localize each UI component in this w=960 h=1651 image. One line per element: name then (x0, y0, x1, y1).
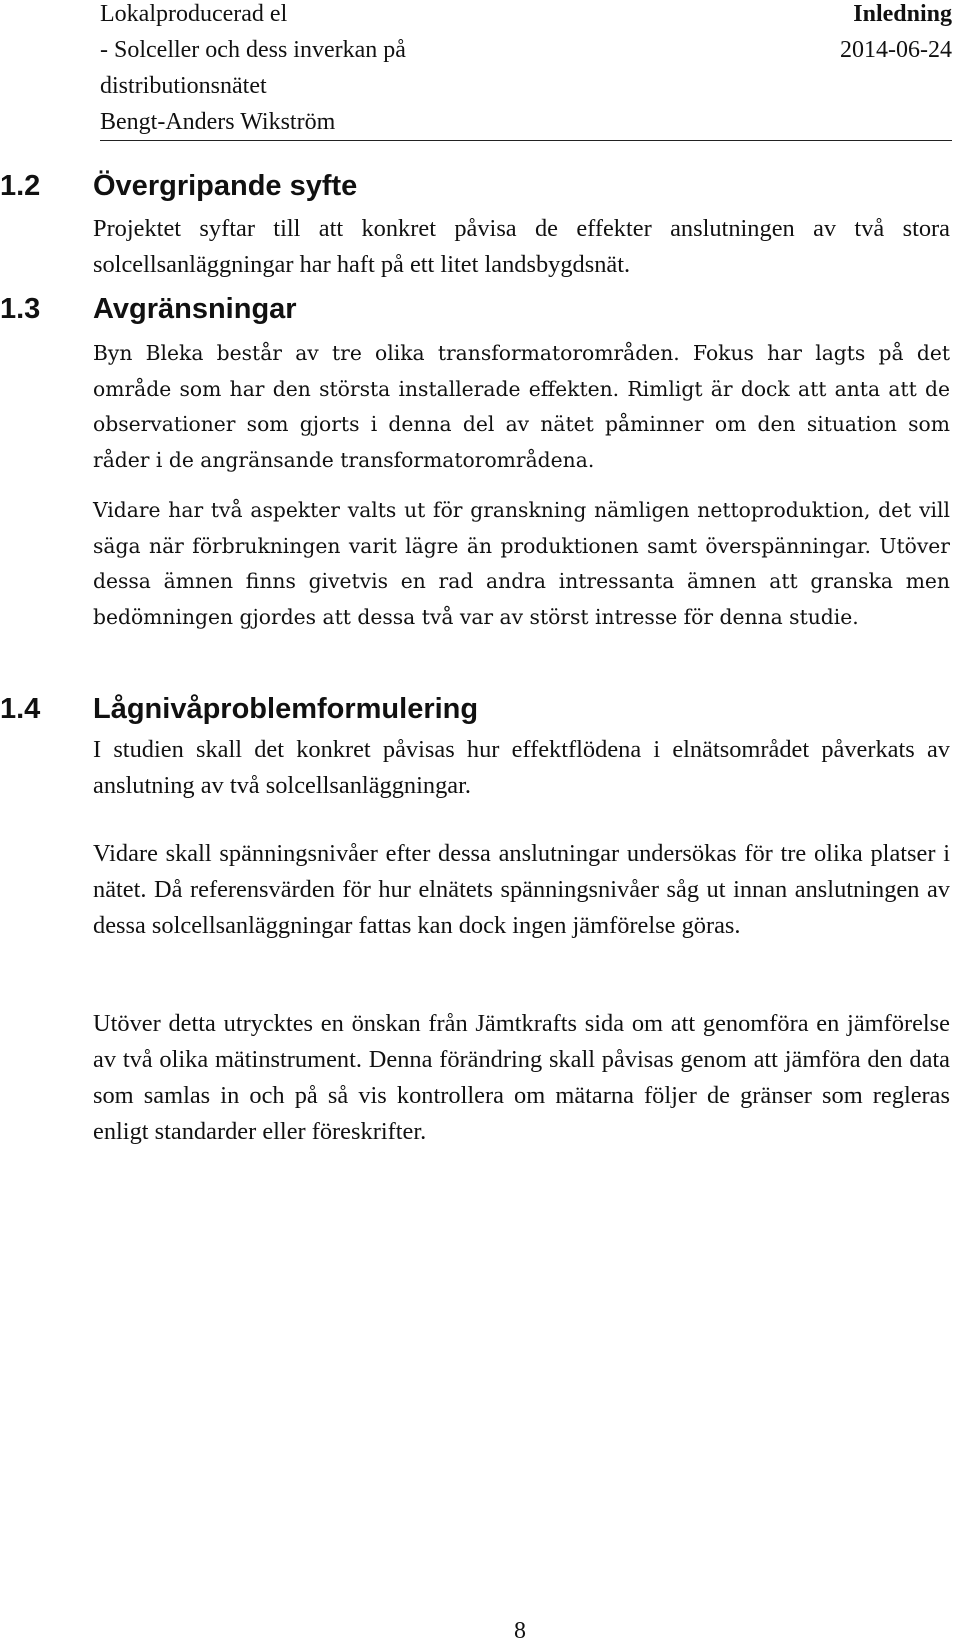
section-title: Övergripande syfte (93, 170, 358, 202)
paragraph: Projektet syftar till att konkret påvisa de effekter anslutningen av två stora solcellsanläggningar har haft på ett litet landsbygdsnät. (93, 215, 950, 278)
header-subtitle-line: - Solceller och dess inverkan på (100, 37, 406, 63)
paragraph: I studien skall det konkret påvisas hur effektflödena i elnätsområdet påverkats av anslutning av två solcellsanläggningar. (93, 736, 950, 799)
paragraph: Vidare har två aspekter valts ut för granskning nämligen nettoproduktion, det vill säga när förbrukningen varit lägre än produktionen samt överspänningar. Utöver dessa ämnen finns givetvis en rad andra intressanta ämnen att granska men bedömningen gjordes att dessa två var av störst intresse för denna studie. (93, 498, 950, 629)
section-number: 1.4 (0, 693, 41, 725)
paragraph: Utöver detta utrycktes en önskan från Jämtkrafts sida om att genomföra en jämförelse av två olika mätinstrument. Denna förändring skall påvisas genom att jämföra den data som samlas in och på så vis kontrollera om mätarna följer de gränser som regleras enligt standarder eller föreskrifter. (93, 1010, 950, 1145)
paragraph: Byn Bleka består av tre olika transformatorområden. Fokus har lagts på det område som har den största installerade effekten. Rimligt är dock att anta att de observationer som gjorts i denna del av nätet påminner om den situation som råder i de angränsande transformatorområdena. (93, 341, 950, 472)
page-number: 8 (514, 1618, 526, 1644)
header-chapter: Inledning (853, 1, 952, 27)
section-number: 1.3 (0, 293, 41, 325)
header-date: 2014-06-24 (840, 37, 952, 63)
section-title: Avgränsningar (93, 293, 297, 325)
section-number: 1.2 (0, 170, 41, 202)
header-title-block (100, 0, 406, 140)
header-title-line: Lokalproducerad el (100, 1, 288, 27)
header-subtitle-continuation: distributionsnätet (100, 73, 267, 99)
section-title: Lågnivåproblemformulering (93, 693, 479, 725)
header-author: Bengt-Anders Wikström (100, 109, 336, 135)
header-meta-block (840, 0, 952, 68)
paragraph: Vidare skall spänningsnivåer efter dessa anslutningar undersökas för tre olika platser i nätet. Då referensvärden för hur elnätets spänningsnivåer såg ut innan anslutningen av dessa solcellsanläggningar fattas kan dock ingen jämförelse göras. (93, 840, 950, 939)
running-header (100, 0, 952, 141)
